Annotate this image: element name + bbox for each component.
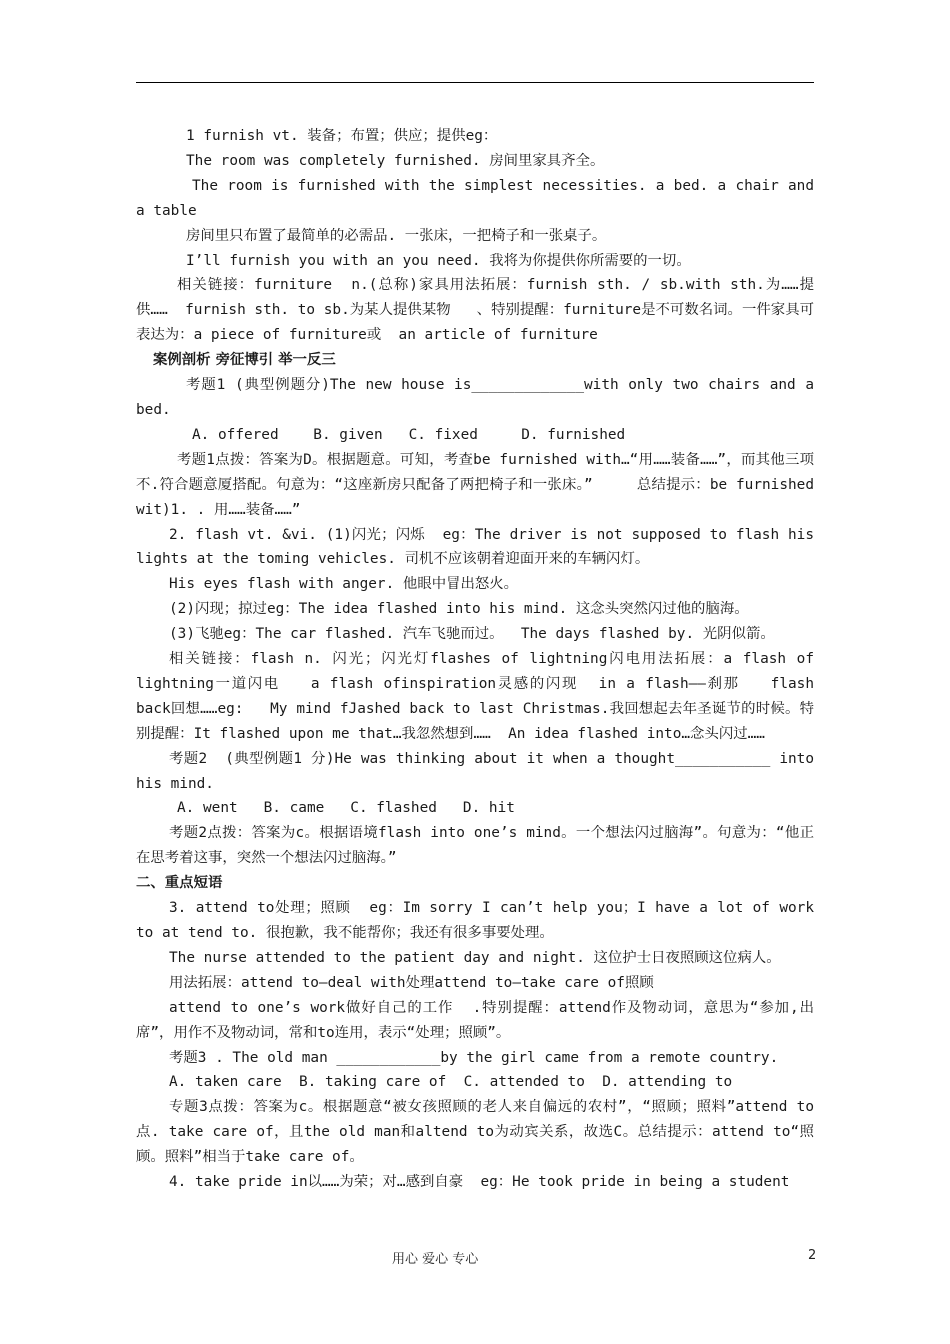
text-line: attend to one’s work做好自己的工作 .特别提醒：attend作及物动词，意思为“参加,出席”，用作不及物动词，常和to连用，表示“处理；照顾”。: [136, 999, 814, 1041]
text-line: 专题3点拨：答案为c。根据题意“被女孩照顾的老人来自偏远的农村”，“照顾；照料”attend to 点. take care of，且the old man和altend to为动宾关系，故选C。总结提示：attend to“照顾。照料”相当于take care of。: [136, 1099, 823, 1166]
text-line: 4. take pride in以……为荣；对…感到自豪 eg：He took pride in being a student: [169, 1174, 790, 1191]
text-line: 相关链接：flash n. 闪光；闪光灯flashes of lightning闪电用法拓展：a flash of lightning一道闪电 a flash ofinspiration灵感的闪现 in a flash——刹那 flash back回想……eg: My mind fJashed back to last Christmas.我回想起去年圣诞节的时候。特别提醒：It flashed upon me that…我忽然想到…… An idea flashed into…念头闪过……: [136, 651, 823, 742]
text-line: 相关链接：furniture n.(总称)家具用法拓展：furnish sth. / sb.with sth.为……提供…… furnish sth. to sb.为某人提供某物 、特别提醒：furniture是不可数名词。一件家具可表达为：a piece of furniture或 an article of furniture: [136, 277, 814, 344]
text-line: 3. attend to处理；照顾 eg：Im sorry I can’t help you；I have a lot of work to at tend to. 很抱歉，我不能帮你；我还有很多事要处理。: [136, 900, 823, 941]
text-line: 考题2点拨：答案为c。根据语境flash into one’s mind。一个想法闪过脑海”。句意为：“他正在思考着这事，突然一个想法闪过脑海。”: [136, 825, 814, 867]
text-line: 考题3 . The old man ____________by the girl came from a remote country.: [169, 1049, 779, 1066]
text-line: 考题1点拨：答案为D。根据题意。可知，考查be furnished with…“用……装备……”，而其他三项不.符合题意厦搭配。句意为：“这座新房只配备了两把椅子和一张床。” 总结提示：be furnished wit)1. . 用……装备……”: [136, 451, 823, 518]
footer-motto: 用心 爱心 专心: [392, 1252, 479, 1267]
text-line: 用法拓展：attend to—deal with处理attend to—take care of照顾: [169, 974, 654, 991]
text-line: 考题1 (典型例题分)The new house is_____________with only two chairs and a bed.: [136, 377, 823, 418]
header-rule: [136, 82, 814, 83]
text-line: 房间里只布置了最简单的必需品. 一张床，一把椅子和一张桌子。: [186, 227, 607, 244]
text-line: His eyes flash with anger. 他眼中冒出怒火。: [169, 576, 519, 593]
text-line: A. taken care B. taking care of C. attended to D. attending to: [169, 1074, 733, 1091]
text-line: 考题2 (典型例题1 分)He was thinking about it when a thought___________ into his mind.: [136, 750, 823, 792]
text-line: I’ll furnish you with an you need. 我将为你提供你所需要的一切。: [186, 252, 691, 269]
section-heading: 二、重点短语: [136, 875, 223, 892]
text-line: The room was completely furnished. 房间里家具齐全。: [186, 152, 605, 169]
document-body: [136, 124, 823, 1195]
section-heading: 案例剖析 旁征博引 举一反三: [153, 352, 336, 369]
text-line: 2. flash vt. &vi. (1)闪光；闪烁 eg：The driver is not supposed to flash his lights at the toming vehicles. 司机不应该朝着迎面开来的车辆闪灯。: [136, 526, 823, 568]
text-line: A. went B. came C. flashed D. hit: [177, 800, 515, 817]
text-line: The room is furnished with the simplest necessities. a bed. a chair and a table: [136, 177, 823, 219]
text-line: 1 furnish vt. 装备；布置；供应；提供eg：: [186, 128, 498, 144]
text-line: A. offered B. given C. fixed D. furnished: [192, 426, 626, 443]
text-line: (3)飞驰eg：The car flashed. 汽车飞驰而过。 The days flashed by. 光阴似箭。: [169, 626, 775, 643]
text-line: The nurse attended to the patient day and night. 这位护士日夜照顾这位病人。: [169, 949, 781, 966]
text-line: (2)闪现；掠过eg：The idea flashed into his mind. 这念头突然闪过他的脑海。: [169, 601, 749, 618]
page-number: 2: [808, 1248, 817, 1263]
